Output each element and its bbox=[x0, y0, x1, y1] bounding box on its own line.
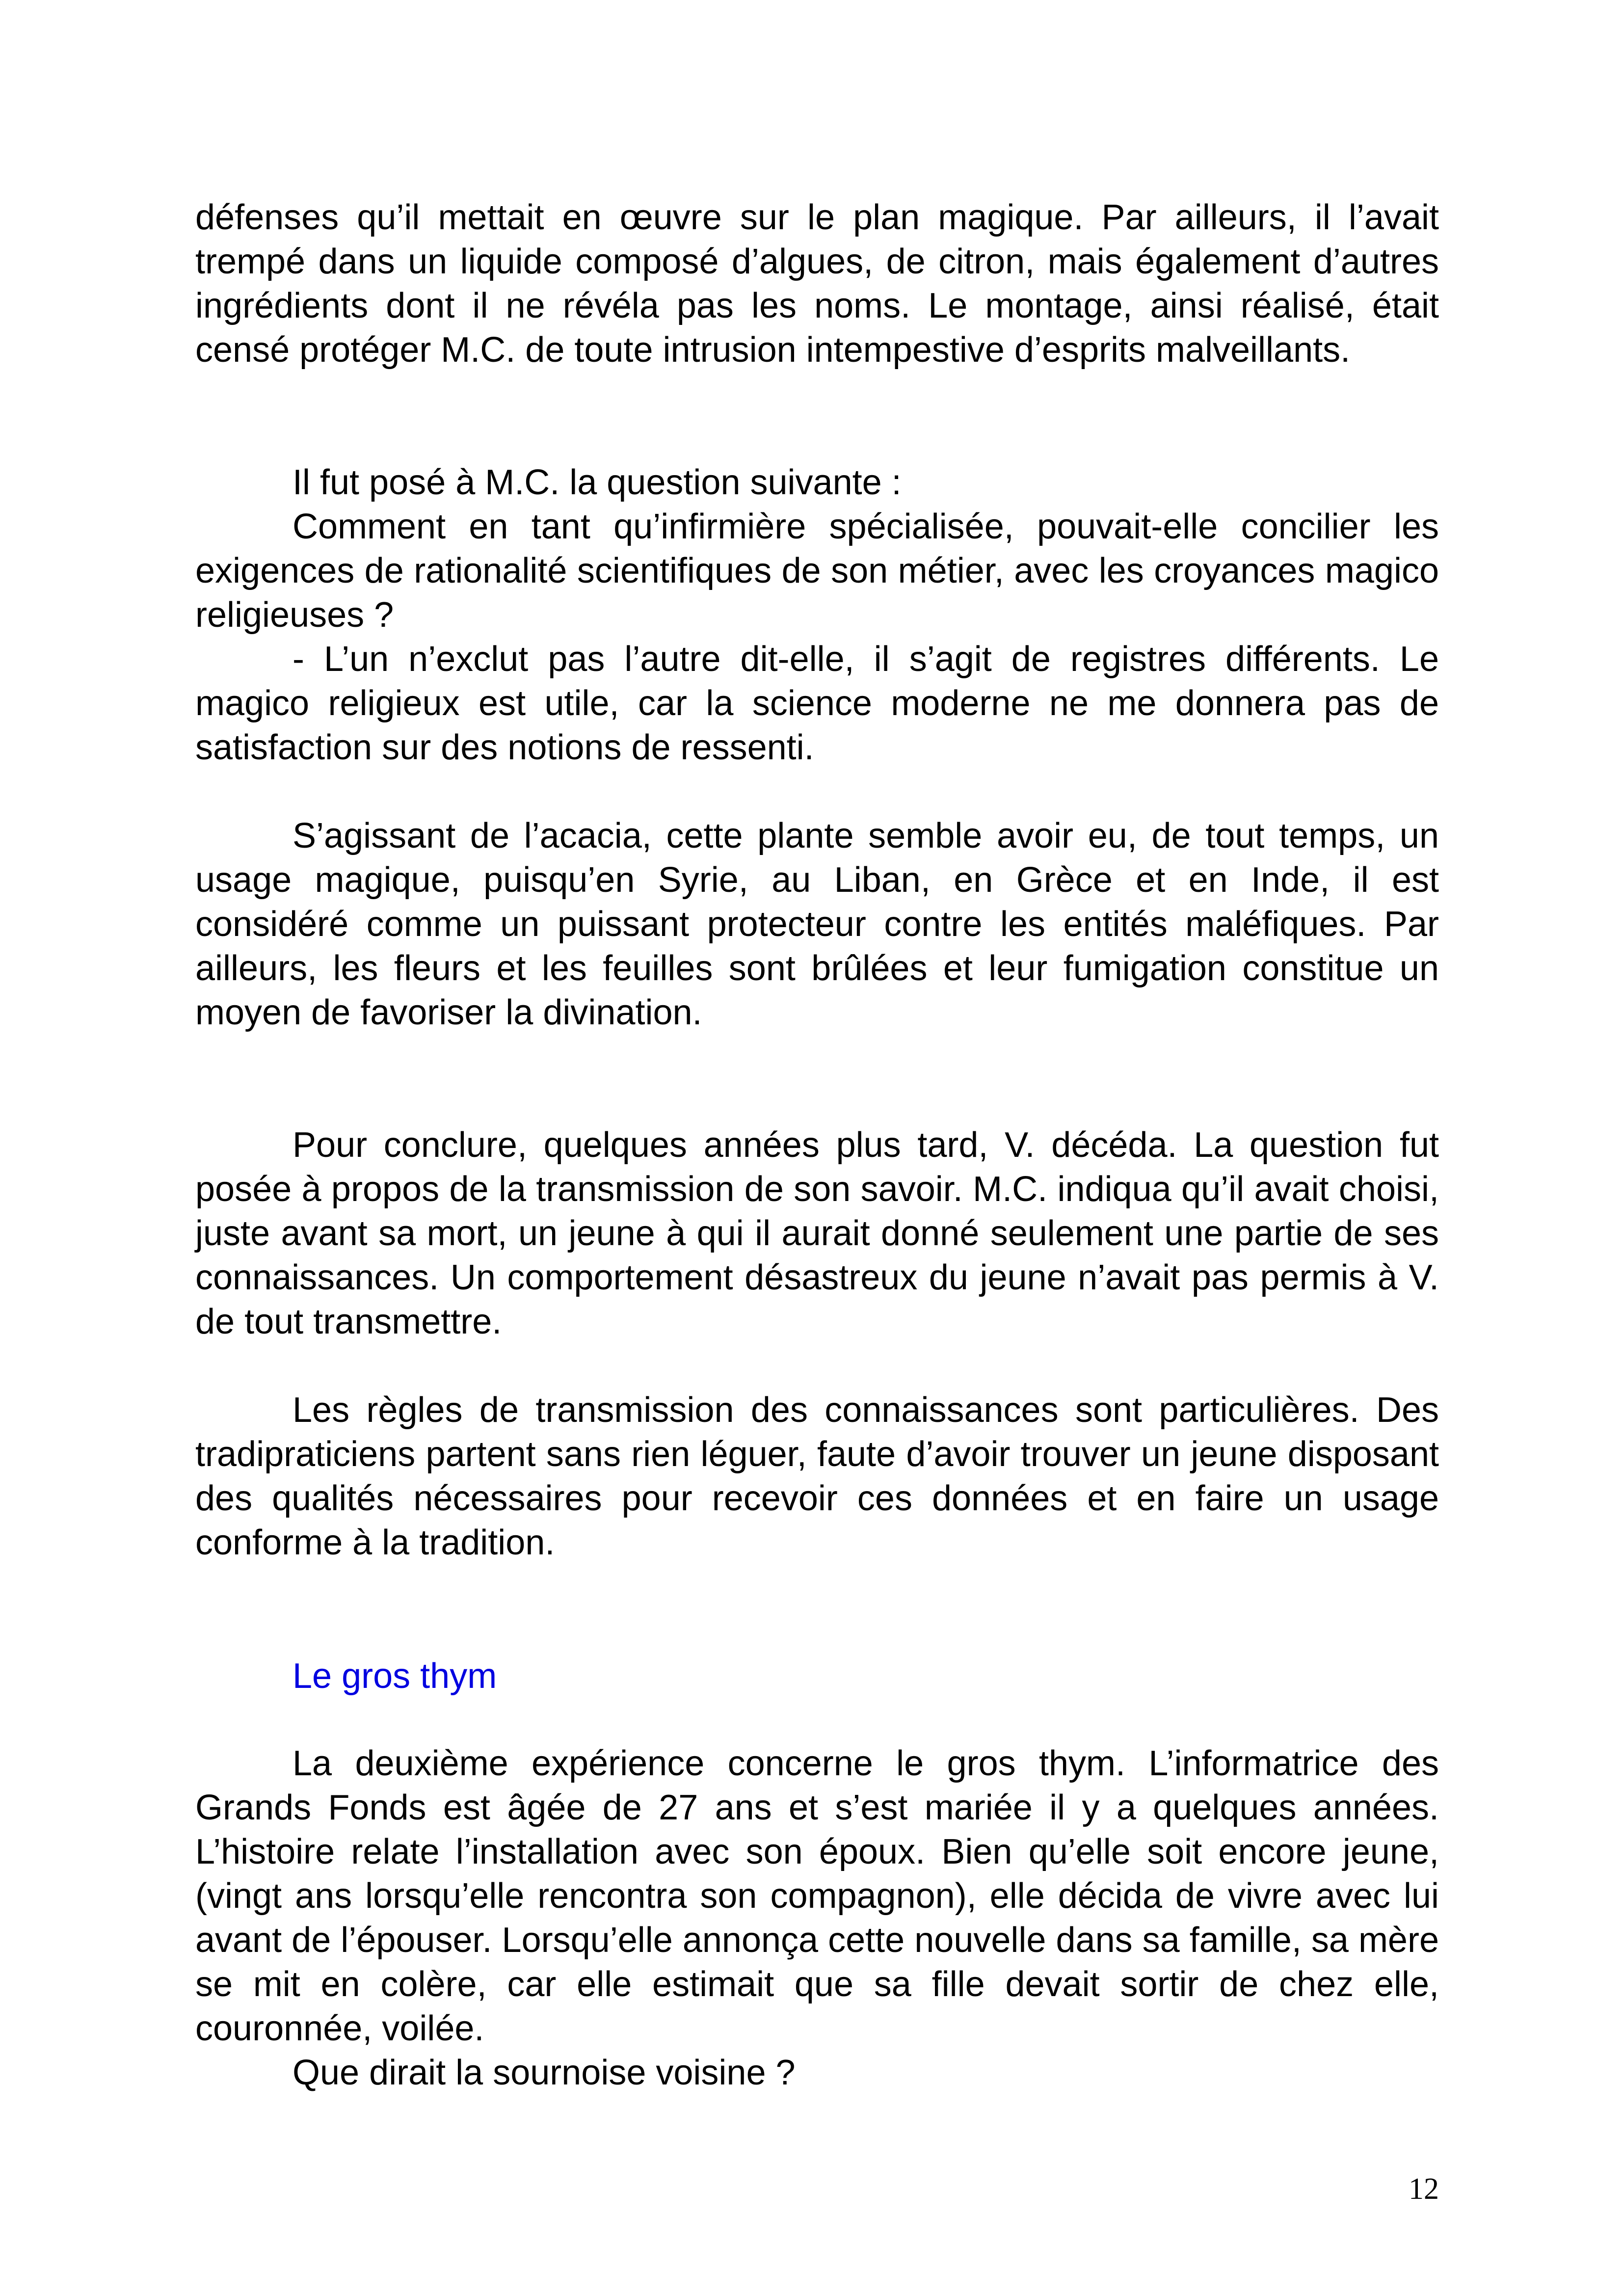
paragraph-regles: Les règles de transmission des connaissances sont particulières. Des tradipraticiens partent sans rien léguer, faute d’avoir trouver un jeune disposant des qualités nécessaires pour recevoir ces données et en faire un usage conforme à la tradition. bbox=[195, 1390, 1439, 1562]
paragraph-thym-intro: La deuxième expérience concerne le gros thym. L’informatrice des Grands Fonds est âgée de 27 ans et s’est mariée il y a quelques années. L’histoire relate l’installation avec son époux. Bien qu’elle soit encore jeune, (vingt ans lorsqu’elle rencontra son compagnon), elle décida de vivre avec lui avant de l’épouser. Lorsqu’elle annonça cette nouvelle dans sa famille, sa mère se mit en colère, car elle estimait que sa fille devait sortir de chez elle, couronnée, voilée. bbox=[195, 1744, 1439, 2048]
paragraph-voisine: Que dirait la sournoise voisine ? bbox=[293, 2053, 796, 2092]
paragraph-answer: - L’un n’exclut pas l’autre dit-elle, il s’agit de registres différents. Le magico religieux est utile, car la science moderne ne me donnera pas de satisfaction sur des notions de ressenti. bbox=[195, 640, 1439, 767]
section-heading: Le gros thym bbox=[293, 1656, 497, 1696]
page-number: 12 bbox=[1409, 2172, 1439, 2206]
paragraph-acacia: S’agissant de l’acacia, cette plante semble avoir eu, de tout temps, un usage magique, puisqu’en Syrie, au Liban, en Grèce et en Inde, il est considéré comme un puissant protecteur contre les entités maléfiques. Par ailleurs, les fleurs et les feuilles sont brûlées et leur fumigation constitue un moyen de favoriser la divination. bbox=[195, 816, 1439, 1032]
paragraph-conclure: Pour conclure, quelques années plus tard, V. décéda. La question fut posée à propos de la transmission de son savoir. M.C. indiqua qu’il avait choisi, juste avant sa mort, un jeune à qui il aurait donné seulement une partie de ses connaissances. Un comportement désastreux du jeune n’avait pas permis à V. de tout transmettre. bbox=[195, 1125, 1439, 1341]
paragraph-defenses: défenses qu’il mettait en œuvre sur le plan magique. Par ailleurs, il l’avait trempé dans un liquide composé d’algues, de citron, mais également d’autres ingrédients dont il ne révéla pas les noms. Le montage, ainsi réalisé, était censé protéger M.C. de toute intrusion intempestive d’esprits malveillants. bbox=[195, 198, 1439, 370]
paragraph-question-intro: Il fut posé à M.C. la question suivante : bbox=[293, 463, 902, 502]
paragraph-question: Comment en tant qu’infirmière spécialisée, pouvait-elle concilier les exigences de rationalité scientifiques de son métier, avec les croyances magico religieuses ? bbox=[195, 507, 1439, 635]
